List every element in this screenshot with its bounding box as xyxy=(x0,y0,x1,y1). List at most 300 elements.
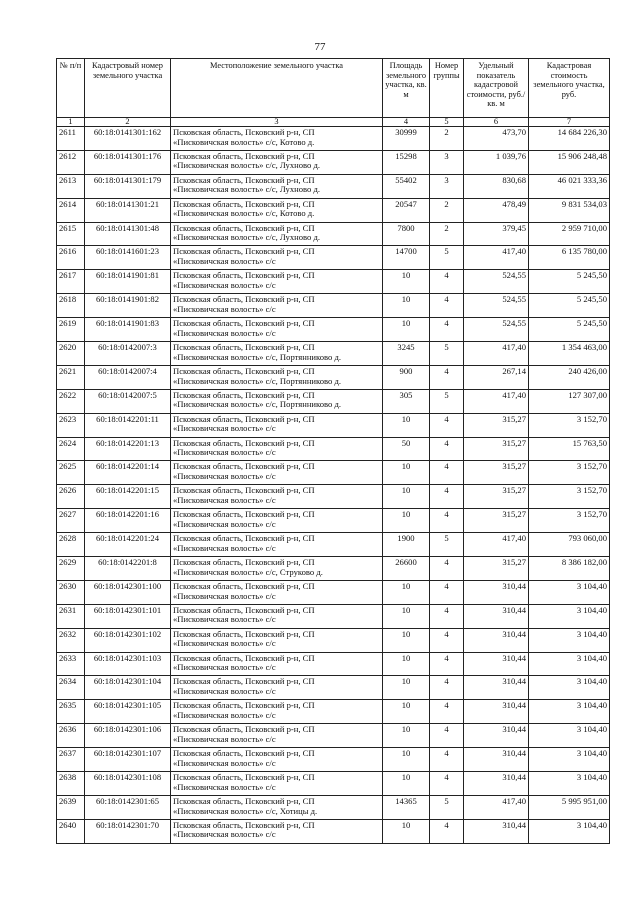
row-number-cell: 2631 xyxy=(57,604,85,628)
cadastral-number-cell: 60:18:0142201:15 xyxy=(85,485,171,509)
area-cell: 10 xyxy=(383,270,430,294)
cadastral-number-cell: 60:18:0142301:65 xyxy=(85,795,171,819)
area-cell: 3245 xyxy=(383,342,430,366)
row-number-cell: 2627 xyxy=(57,509,85,533)
location-cell xyxy=(171,819,383,843)
location-cell xyxy=(171,389,383,413)
row-number-cell: 2620 xyxy=(57,342,85,366)
row-number-cell: 2617 xyxy=(57,270,85,294)
column-number: 6 xyxy=(464,118,529,127)
header-cadastral-number: Кадастровый номер земельного участка xyxy=(85,59,171,118)
location-line-region: Псковская область, Псковский р-н, СП xyxy=(173,795,315,806)
table-body xyxy=(57,127,610,844)
cost-cell: 793 060,00 xyxy=(529,533,610,557)
rate-cell: 315,27 xyxy=(464,437,529,461)
cadastral-number-cell: 60:18:0142301:106 xyxy=(85,724,171,748)
table-row xyxy=(57,270,610,294)
rate-cell: 473,70 xyxy=(464,127,529,151)
location-line-settlement: «Писковичская волость» с/с xyxy=(173,327,276,338)
cost-cell: 15 763,50 xyxy=(529,437,610,461)
location-line-region: Псковская область, Псковский р-н, СП xyxy=(173,676,315,687)
column-number: 1 xyxy=(57,118,85,127)
location-line-region: Псковская область, Псковский р-н, СП xyxy=(173,557,315,568)
row-number-cell: 2623 xyxy=(57,413,85,437)
location-cell xyxy=(171,580,383,604)
cadastral-number-cell: 60:18:0141301:21 xyxy=(85,198,171,222)
area-cell: 20547 xyxy=(383,198,430,222)
cost-cell: 3 104,40 xyxy=(529,700,610,724)
header-cost: Кадастровая стоимость земельного участка, руб. xyxy=(529,59,610,118)
area-cell: 10 xyxy=(383,413,430,437)
location-line-settlement: «Писковичская волость» с/с xyxy=(173,447,276,458)
row-number-cell: 2618 xyxy=(57,294,85,318)
cost-cell: 5 995 951,00 xyxy=(529,795,610,819)
table-row xyxy=(57,676,610,700)
group-cell: 4 xyxy=(430,700,464,724)
row-number-cell: 2615 xyxy=(57,222,85,246)
cadastral-number-cell: 60:18:0142301:104 xyxy=(85,676,171,700)
location-line-settlement: «Писковичская волость» с/с xyxy=(173,733,276,744)
rate-cell: 315,27 xyxy=(464,485,529,509)
rate-cell: 379,45 xyxy=(464,222,529,246)
area-cell: 10 xyxy=(383,485,430,509)
rate-cell: 830,68 xyxy=(464,174,529,198)
rate-cell: 417,40 xyxy=(464,389,529,413)
location-line-region: Псковская область, Псковский р-н, СП xyxy=(173,509,315,520)
row-number-cell: 2632 xyxy=(57,628,85,652)
column-number: 5 xyxy=(430,118,464,127)
cadastral-number-cell: 60:18:0142301:102 xyxy=(85,628,171,652)
table-row xyxy=(57,174,610,198)
location-line-settlement: «Писковичская волость» с/с xyxy=(173,662,276,673)
location-line-settlement: «Писковичская волость» с/с, Портянниково д. xyxy=(173,399,342,410)
group-cell: 4 xyxy=(430,294,464,318)
group-cell: 2 xyxy=(430,222,464,246)
location-line-settlement: «Писковичская волость» с/с xyxy=(173,686,276,697)
location-cell xyxy=(171,748,383,772)
table-row xyxy=(57,246,610,270)
group-cell: 4 xyxy=(430,270,464,294)
area-cell: 10 xyxy=(383,318,430,342)
cadastral-number-cell: 60:18:0142301:107 xyxy=(85,748,171,772)
rate-cell: 310,44 xyxy=(464,700,529,724)
cadastral-number-cell: 60:18:0142301:105 xyxy=(85,700,171,724)
area-cell: 10 xyxy=(383,461,430,485)
location-line-region: Псковская область, Псковский р-н, СП xyxy=(173,580,315,591)
row-number-cell: 2639 xyxy=(57,795,85,819)
group-cell: 2 xyxy=(430,127,464,151)
group-cell: 4 xyxy=(430,365,464,389)
rate-cell: 524,55 xyxy=(464,270,529,294)
table-row xyxy=(57,724,610,748)
location-line-region: Псковская область, Псковский р-н, СП xyxy=(173,150,315,161)
cost-cell: 3 104,40 xyxy=(529,724,610,748)
area-cell: 900 xyxy=(383,365,430,389)
location-line-region: Псковская область, Псковский р-н, СП xyxy=(173,294,315,305)
location-line-region: Псковская область, Псковский р-н, СП xyxy=(173,246,315,257)
cadastral-number-cell: 60:18:0141901:82 xyxy=(85,294,171,318)
location-line-settlement: «Писковичская волость» с/с xyxy=(173,709,276,720)
location-cell xyxy=(171,604,383,628)
cost-cell: 127 307,00 xyxy=(529,389,610,413)
group-cell: 4 xyxy=(430,628,464,652)
rate-cell: 310,44 xyxy=(464,652,529,676)
area-cell: 10 xyxy=(383,772,430,796)
location-cell xyxy=(171,270,383,294)
group-cell: 4 xyxy=(430,557,464,581)
table-row xyxy=(57,389,610,413)
location-line-settlement: «Писковичская волость» с/с xyxy=(173,590,276,601)
table-row xyxy=(57,772,610,796)
location-line-region: Псковская область, Псковский р-н, СП xyxy=(173,389,315,400)
row-number-cell: 2621 xyxy=(57,365,85,389)
row-number-cell: 2640 xyxy=(57,819,85,843)
area-cell: 14700 xyxy=(383,246,430,270)
rate-cell: 417,40 xyxy=(464,246,529,270)
location-cell xyxy=(171,294,383,318)
row-number-cell: 2613 xyxy=(57,174,85,198)
area-cell: 305 xyxy=(383,389,430,413)
location-line-region: Псковская область, Псковский р-н, СП xyxy=(173,318,315,329)
cost-cell: 3 104,40 xyxy=(529,772,610,796)
group-cell: 4 xyxy=(430,772,464,796)
row-number-cell: 2625 xyxy=(57,461,85,485)
group-cell: 4 xyxy=(430,604,464,628)
table-row xyxy=(57,150,610,174)
header-rate: Удельный показатель кадастровой стоимости, руб./кв. м xyxy=(464,59,529,118)
location-line-region: Псковская область, Псковский р-н, СП xyxy=(173,700,315,711)
location-cell xyxy=(171,628,383,652)
cost-cell: 14 684 226,30 xyxy=(529,127,610,151)
location-cell xyxy=(171,246,383,270)
area-cell: 10 xyxy=(383,628,430,652)
table-row xyxy=(57,509,610,533)
area-cell: 10 xyxy=(383,652,430,676)
table-row xyxy=(57,748,610,772)
cadastral-number-cell: 60:18:0142201:14 xyxy=(85,461,171,485)
cost-cell: 5 245,50 xyxy=(529,270,610,294)
cost-cell: 3 152,70 xyxy=(529,509,610,533)
cost-cell: 3 152,70 xyxy=(529,413,610,437)
group-cell: 4 xyxy=(430,724,464,748)
location-cell xyxy=(171,150,383,174)
rate-cell: 310,44 xyxy=(464,819,529,843)
rate-cell: 310,44 xyxy=(464,772,529,796)
location-line-settlement: «Писковичская волость» с/с xyxy=(173,279,276,290)
cadastral-number-cell: 60:18:0142201:8 xyxy=(85,557,171,581)
header-location: Местоположение земельного участка xyxy=(171,59,383,118)
location-cell xyxy=(171,365,383,389)
cadastral-number-cell: 60:18:0142301:100 xyxy=(85,580,171,604)
cost-cell: 2 959 710,00 xyxy=(529,222,610,246)
row-number-cell: 2622 xyxy=(57,389,85,413)
group-cell: 4 xyxy=(430,509,464,533)
rate-cell: 1 039,76 xyxy=(464,150,529,174)
group-cell: 3 xyxy=(430,150,464,174)
area-cell: 10 xyxy=(383,294,430,318)
cadastral-number-cell: 60:18:0141301:48 xyxy=(85,222,171,246)
group-cell: 5 xyxy=(430,389,464,413)
column-number: 3 xyxy=(171,118,383,127)
location-line-region: Псковская область, Псковский р-н, СП xyxy=(173,174,315,185)
location-line-settlement: «Писковичская волость» с/с, Хотицы д. xyxy=(173,805,318,816)
location-line-settlement: «Писковичская волость» с/с xyxy=(173,256,276,267)
row-number-cell: 2630 xyxy=(57,580,85,604)
location-cell xyxy=(171,437,383,461)
location-cell xyxy=(171,676,383,700)
location-line-settlement: «Писковичская волость» с/с, Котово д. xyxy=(173,136,315,147)
location-line-region: Псковская область, Псковский р-н, СП xyxy=(173,342,315,353)
area-cell: 10 xyxy=(383,604,430,628)
header-area: Площадь земельного участка, кв. м xyxy=(383,59,430,118)
cadastral-number-cell: 60:18:0142301:108 xyxy=(85,772,171,796)
table-row xyxy=(57,294,610,318)
table-row xyxy=(57,604,610,628)
row-number-cell: 2629 xyxy=(57,557,85,581)
group-cell: 4 xyxy=(430,485,464,509)
location-cell xyxy=(171,174,383,198)
cost-cell: 15 906 248,48 xyxy=(529,150,610,174)
area-cell: 10 xyxy=(383,509,430,533)
cadastral-number-cell: 60:18:0141301:162 xyxy=(85,127,171,151)
cost-cell: 3 104,40 xyxy=(529,604,610,628)
area-cell: 10 xyxy=(383,676,430,700)
location-line-settlement: «Писковичская волость» с/с xyxy=(173,829,276,840)
rate-cell: 310,44 xyxy=(464,748,529,772)
row-number-cell: 2614 xyxy=(57,198,85,222)
cadastral-number-cell: 60:18:0142201:11 xyxy=(85,413,171,437)
location-line-region: Псковская область, Псковский р-н, СП xyxy=(173,604,315,615)
location-line-region: Псковская область, Псковский р-н, СП xyxy=(173,819,315,830)
cost-cell: 3 104,40 xyxy=(529,676,610,700)
row-number-cell: 2616 xyxy=(57,246,85,270)
location-line-region: Псковская область, Псковский р-н, СП xyxy=(173,485,315,496)
row-number-cell: 2626 xyxy=(57,485,85,509)
group-cell: 4 xyxy=(430,676,464,700)
row-number-cell: 2634 xyxy=(57,676,85,700)
table-row xyxy=(57,222,610,246)
location-line-settlement: «Писковичская волость» с/с, Струково д. xyxy=(173,566,323,577)
row-number-cell: 2633 xyxy=(57,652,85,676)
rate-cell: 315,27 xyxy=(464,461,529,485)
table-row xyxy=(57,461,610,485)
group-cell: 4 xyxy=(430,652,464,676)
cadastral-number-cell: 60:18:0141901:83 xyxy=(85,318,171,342)
location-line-region: Псковская область, Псковский р-н, СП xyxy=(173,724,315,735)
table-row xyxy=(57,198,610,222)
cost-cell: 3 104,40 xyxy=(529,628,610,652)
location-line-settlement: «Писковичская волость» с/с xyxy=(173,494,276,505)
rate-cell: 310,44 xyxy=(464,676,529,700)
table-row xyxy=(57,628,610,652)
location-cell xyxy=(171,413,383,437)
cost-cell: 3 152,70 xyxy=(529,485,610,509)
location-line-settlement: «Писковичская волость» с/с, Лухново д. xyxy=(173,232,321,243)
table-row xyxy=(57,795,610,819)
row-number-cell: 2612 xyxy=(57,150,85,174)
header-row-number: № п/п xyxy=(57,59,85,118)
column-number: 4 xyxy=(383,118,430,127)
group-cell: 4 xyxy=(430,413,464,437)
location-line-region: Псковская область, Псковский р-н, СП xyxy=(173,652,315,663)
location-line-region: Псковская область, Псковский р-н, СП xyxy=(173,365,315,376)
rate-cell: 315,27 xyxy=(464,509,529,533)
location-line-region: Псковская область, Псковский р-н, СП xyxy=(173,127,315,137)
group-cell: 4 xyxy=(430,748,464,772)
rate-cell: 310,44 xyxy=(464,580,529,604)
location-cell xyxy=(171,198,383,222)
area-cell: 1900 xyxy=(383,533,430,557)
cadastral-table xyxy=(56,58,610,844)
location-cell xyxy=(171,795,383,819)
cadastral-number-cell: 60:18:0142007:3 xyxy=(85,342,171,366)
table-row xyxy=(57,580,610,604)
header-group: Номер группы xyxy=(430,59,464,118)
location-cell xyxy=(171,342,383,366)
rate-cell: 417,40 xyxy=(464,795,529,819)
rate-cell: 315,27 xyxy=(464,413,529,437)
rate-cell: 315,27 xyxy=(464,557,529,581)
location-line-region: Псковская область, Псковский р-н, СП xyxy=(173,628,315,639)
row-number-cell: 2619 xyxy=(57,318,85,342)
location-line-region: Псковская область, Псковский р-н, СП xyxy=(173,198,315,209)
location-line-region: Псковская область, Псковский р-н, СП xyxy=(173,413,315,424)
area-cell: 30999 xyxy=(383,127,430,151)
row-number-cell: 2624 xyxy=(57,437,85,461)
area-cell: 50 xyxy=(383,437,430,461)
area-cell: 10 xyxy=(383,819,430,843)
cadastral-number-cell: 60:18:0142201:13 xyxy=(85,437,171,461)
area-cell: 26600 xyxy=(383,557,430,581)
cadastral-number-cell: 60:18:0142301:70 xyxy=(85,819,171,843)
location-cell xyxy=(171,700,383,724)
cost-cell: 3 104,40 xyxy=(529,580,610,604)
cost-cell: 5 245,50 xyxy=(529,318,610,342)
group-cell: 3 xyxy=(430,174,464,198)
area-cell: 10 xyxy=(383,580,430,604)
cost-cell: 9 831 534,03 xyxy=(529,198,610,222)
row-number-cell: 2628 xyxy=(57,533,85,557)
location-cell xyxy=(171,557,383,581)
cadastral-number-cell: 60:18:0142007:5 xyxy=(85,389,171,413)
table-row xyxy=(57,318,610,342)
location-cell xyxy=(171,509,383,533)
column-number-row xyxy=(57,118,610,127)
location-line-region: Псковская область, Псковский р-н, СП xyxy=(173,748,315,759)
location-line-settlement: «Писковичская волость» с/с, Лухново д. xyxy=(173,160,321,171)
table-row xyxy=(57,342,610,366)
rate-cell: 524,55 xyxy=(464,294,529,318)
area-cell: 14365 xyxy=(383,795,430,819)
table-row xyxy=(57,485,610,509)
cost-cell: 3 104,40 xyxy=(529,819,610,843)
location-cell xyxy=(171,772,383,796)
table-row xyxy=(57,437,610,461)
location-line-settlement: «Писковичская волость» с/с xyxy=(173,614,276,625)
table-row xyxy=(57,533,610,557)
cadastral-number-cell: 60:18:0141301:176 xyxy=(85,150,171,174)
area-cell: 7800 xyxy=(383,222,430,246)
cadastral-number-cell: 60:18:0141901:81 xyxy=(85,270,171,294)
location-line-settlement: «Писковичская волость» с/с xyxy=(173,471,276,482)
cost-cell: 240 426,00 xyxy=(529,365,610,389)
row-number-cell: 2611 xyxy=(57,127,85,151)
group-cell: 5 xyxy=(430,342,464,366)
cadastral-number-cell: 60:18:0142301:101 xyxy=(85,604,171,628)
location-line-region: Псковская область, Псковский р-н, СП xyxy=(173,461,315,472)
row-number-cell: 2636 xyxy=(57,724,85,748)
area-cell: 10 xyxy=(383,700,430,724)
group-cell: 4 xyxy=(430,318,464,342)
location-cell xyxy=(171,318,383,342)
column-number: 2 xyxy=(85,118,171,127)
cost-cell: 8 386 182,00 xyxy=(529,557,610,581)
group-cell: 5 xyxy=(430,795,464,819)
group-cell: 4 xyxy=(430,437,464,461)
location-line-settlement: «Писковичская волость» с/с xyxy=(173,781,276,792)
group-cell: 2 xyxy=(430,198,464,222)
location-line-region: Псковская область, Псковский р-н, СП xyxy=(173,533,315,544)
row-number-cell: 2637 xyxy=(57,748,85,772)
location-line-settlement: «Писковичская волость» с/с xyxy=(173,518,276,529)
table-row xyxy=(57,819,610,843)
location-line-settlement: «Писковичская волость» с/с xyxy=(173,423,276,434)
location-cell xyxy=(171,485,383,509)
group-cell: 4 xyxy=(430,819,464,843)
table-row xyxy=(57,413,610,437)
cost-cell: 46 021 333,36 xyxy=(529,174,610,198)
row-number-cell: 2638 xyxy=(57,772,85,796)
location-line-settlement: «Писковичская волость» с/с, Портянниково д. xyxy=(173,351,342,362)
location-line-region: Псковская область, Псковский р-н, СП xyxy=(173,222,315,233)
table-row xyxy=(57,127,610,151)
rate-cell: 478,49 xyxy=(464,198,529,222)
page-number: 77 xyxy=(314,41,326,53)
group-cell: 4 xyxy=(430,580,464,604)
table-row xyxy=(57,557,610,581)
location-cell xyxy=(171,533,383,557)
location-line-settlement: «Писковичская волость» с/с xyxy=(173,303,276,314)
location-line-settlement: «Писковичская волость» с/с, Лухново д. xyxy=(173,184,321,195)
location-cell xyxy=(171,127,383,151)
table-row xyxy=(57,365,610,389)
cadastral-number-cell: 60:18:0142201:16 xyxy=(85,509,171,533)
rate-cell: 524,55 xyxy=(464,318,529,342)
cadastral-number-cell: 60:18:0142007:4 xyxy=(85,365,171,389)
table-header-row xyxy=(57,59,610,118)
rate-cell: 310,44 xyxy=(464,604,529,628)
area-cell: 15298 xyxy=(383,150,430,174)
location-line-settlement: «Писковичская волость» с/с, Портянниково д. xyxy=(173,375,342,386)
location-line-settlement: «Писковичская волость» с/с xyxy=(173,757,276,768)
group-cell: 5 xyxy=(430,533,464,557)
cost-cell: 6 135 780,00 xyxy=(529,246,610,270)
location-line-region: Псковская область, Псковский р-н, СП xyxy=(173,270,315,281)
cost-cell: 3 152,70 xyxy=(529,461,610,485)
cost-cell: 1 354 463,00 xyxy=(529,342,610,366)
group-cell: 5 xyxy=(430,246,464,270)
table-row xyxy=(57,652,610,676)
rate-cell: 267,14 xyxy=(464,365,529,389)
column-number: 7 xyxy=(529,118,610,127)
area-cell: 10 xyxy=(383,724,430,748)
location-cell xyxy=(171,724,383,748)
cost-cell: 5 245,50 xyxy=(529,294,610,318)
cadastral-number-cell: 60:18:0142301:103 xyxy=(85,652,171,676)
cost-cell: 3 104,40 xyxy=(529,652,610,676)
location-line-settlement: «Писковичская волость» с/с xyxy=(173,638,276,649)
location-cell xyxy=(171,652,383,676)
